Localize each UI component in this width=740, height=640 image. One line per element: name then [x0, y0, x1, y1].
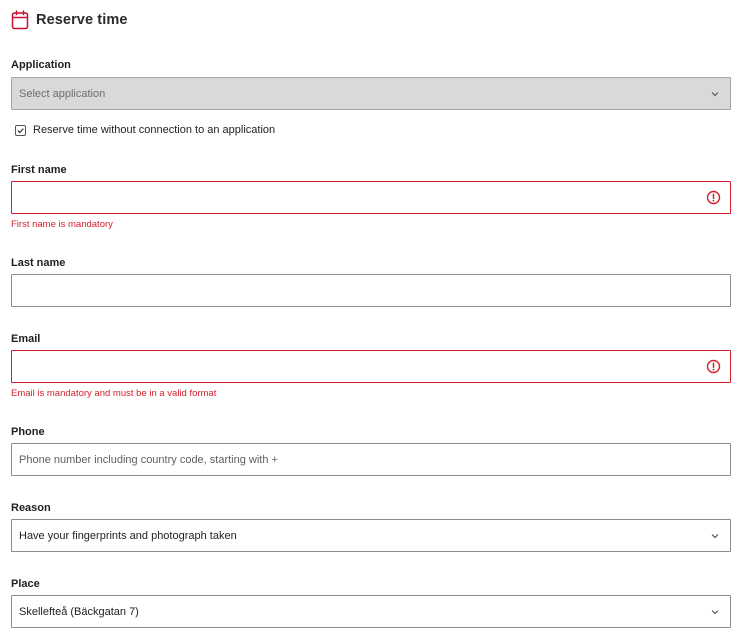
phone-label: Phone	[11, 426, 45, 438]
first-name-field-wrapper	[11, 181, 731, 214]
place-selected-value: Skellefteå (Bäckgatan 7)	[19, 605, 139, 618]
place-select[interactable]	[11, 595, 731, 628]
phone-field-wrapper	[11, 443, 731, 476]
application-label: Application	[11, 59, 71, 71]
chevron-down-icon	[710, 89, 720, 99]
reserve-without-application-checkbox[interactable]	[15, 125, 26, 136]
place-label: Place	[11, 578, 40, 590]
email-error-message: Email is mandatory and must be in a valid format	[11, 388, 217, 399]
first-name-input[interactable]	[12, 182, 730, 213]
last-name-input[interactable]	[12, 275, 730, 306]
application-select-placeholder: Select application	[19, 87, 106, 100]
form-header	[11, 9, 127, 31]
error-icon	[706, 190, 721, 205]
first-name-error-message: First name is mandatory	[11, 219, 113, 230]
application-select[interactable]	[11, 77, 731, 110]
reserve-without-application-option[interactable]	[15, 122, 275, 138]
reason-selected-value: Have your fingerprints and photograph taken	[19, 529, 237, 542]
reserve-without-application-label: Reserve time without connection to an application	[33, 124, 276, 136]
email-field-wrapper	[11, 350, 731, 383]
checkmark-icon	[16, 126, 25, 135]
email-label: Email	[11, 333, 41, 345]
phone-input[interactable]	[12, 444, 730, 475]
chevron-down-icon	[710, 607, 720, 617]
last-name-label: Last name	[11, 257, 66, 269]
calendar-icon	[11, 10, 29, 30]
email-input[interactable]	[12, 351, 730, 382]
reason-label: Reason	[11, 502, 51, 514]
last-name-field-wrapper	[11, 274, 731, 307]
page-title: Reserve time	[36, 12, 128, 28]
reason-select[interactable]	[11, 519, 731, 552]
error-icon	[706, 359, 721, 374]
first-name-label: First name	[11, 164, 67, 176]
chevron-down-icon	[710, 531, 720, 541]
